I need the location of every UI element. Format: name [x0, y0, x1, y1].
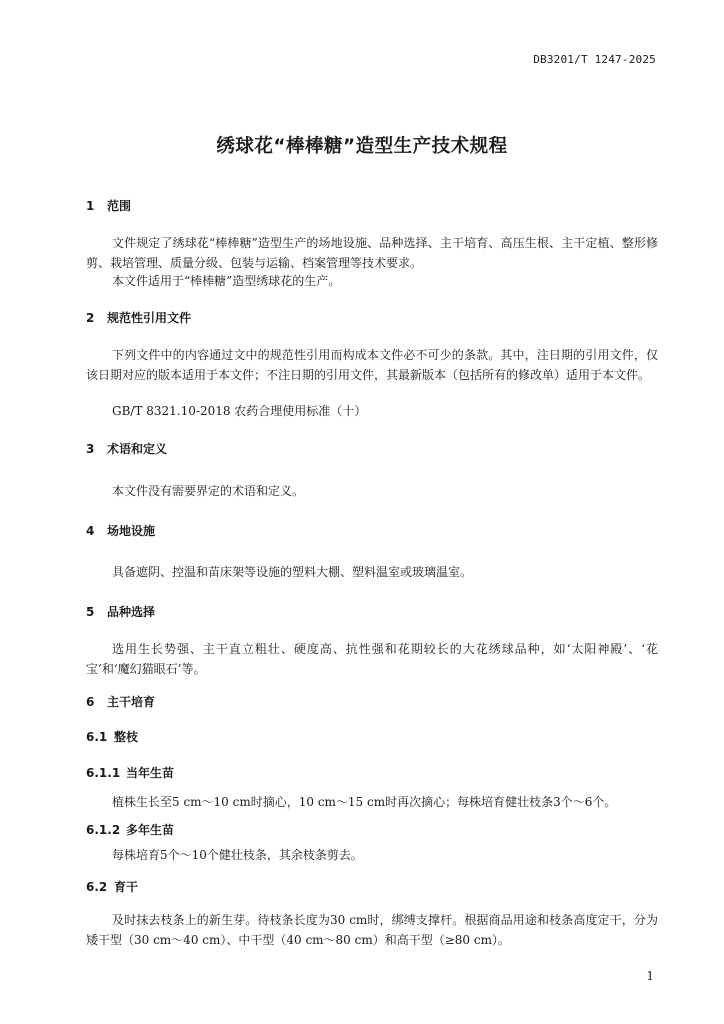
section-number: 4	[86, 524, 95, 538]
section-label: 整枝	[114, 730, 139, 744]
section-6-2-heading	[86, 879, 138, 895]
section-label: 品种选择	[107, 605, 156, 619]
section-6-1-2-heading	[86, 822, 174, 838]
section-6-heading	[86, 694, 155, 710]
section-number: 6.1.1	[86, 766, 121, 780]
section-number: 6	[86, 695, 95, 709]
section-6-1-2-paragraph: 每株培育5个～10个健壮枝条，其余枝条剪去。	[112, 848, 363, 862]
section-number: 6.1	[86, 730, 108, 744]
document-number: DB3201/T 1247-2025	[533, 53, 656, 66]
section-label: 范围	[107, 199, 132, 213]
section-number: 5	[86, 605, 95, 619]
section-label: 当年生苗	[126, 766, 175, 780]
section-label: 育干	[114, 880, 139, 894]
section-6-1-heading	[86, 729, 138, 745]
section-label: 术语和定义	[107, 442, 168, 456]
section-2-paragraph-1: 下列文件中的内容通过文中的规范性引用而构成本文件必不可少的条款。其中，注日期的引用文件，仅该日期对应的版本适用于本文件；不注日期的引用文件，其最新版本（包括所有的修改单）适用于本文件。	[86, 348, 658, 382]
section-number: 6.2	[86, 880, 108, 894]
section-6-2-paragraph: 及时抹去枝条上的新生芽。待枝条长度为30 cm时，绑缚支撑杆。根据商品用途和枝条高度定干，分为矮干型（30 cm～40 cm）、中干型（40 cm～80 cm）和高干型（≥80 cm）。	[86, 913, 658, 947]
section-number: 6.1.2	[86, 823, 121, 837]
section-1-paragraph-2: 本文件适用于“棒棒糖”造型绣球花的生产。	[112, 274, 341, 288]
section-3-paragraph-1: 本文件没有需要界定的术语和定义。	[112, 484, 305, 498]
section-3-heading	[86, 441, 167, 457]
document-title: 绣球花“棒棒糖”造型生产技术规程	[216, 136, 508, 157]
section-6-1-1-paragraph: 植株生长至5 cm～10 cm时摘心，10 cm～15 cm时再次摘心；每株培育健壮枝条3个～6个。	[112, 795, 617, 809]
section-number: 3	[86, 442, 95, 456]
section-label: 多年生苗	[126, 823, 175, 837]
section-label: 规范性引用文件	[107, 311, 192, 325]
section-2-reference: GB/T 8321.10-2018 农药合理使用标准（十）	[112, 404, 367, 418]
section-2-heading	[86, 310, 191, 326]
section-4-paragraph-1: 具备遮阴、控温和苗床架等设施的塑料大棚、塑料温室或玻璃温室。	[112, 565, 473, 579]
section-5-paragraph-1: 选用生长势强、主干直立粗壮、硬度高、抗性强和花期较长的大花绣球品种，如‘太阳神殿’、‘花宝’和‘魔幻猫眼石’等。	[86, 642, 658, 676]
page-number: 1	[646, 969, 654, 983]
section-5-heading	[86, 604, 155, 620]
section-label: 场地设施	[107, 524, 156, 538]
section-1-paragraph-1: 文件规定了绣球花“棒棒糖”造型生产的场地设施、品种选择、主干培育、高压生根、主干定植、整形修剪、栽培管理、质量分级、包装与运输、档案管理等技术要求。	[86, 236, 658, 270]
section-label: 主干培育	[107, 695, 156, 709]
section-4-heading	[86, 523, 155, 539]
section-1-heading	[86, 198, 131, 214]
section-number: 1	[86, 199, 95, 213]
section-6-1-1-heading	[86, 765, 174, 781]
section-number: 2	[86, 311, 95, 325]
